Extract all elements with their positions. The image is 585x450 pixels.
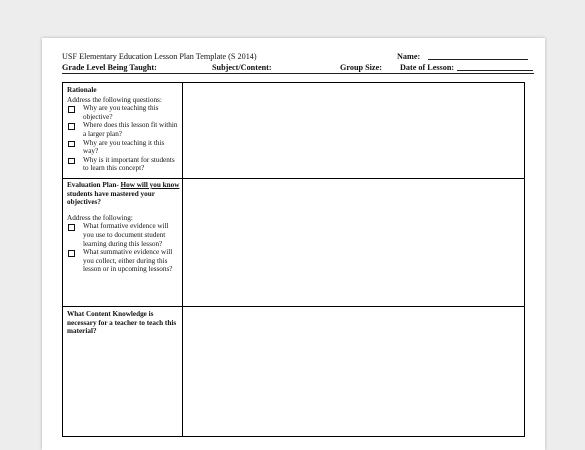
rationale-heading: Rationale [67,86,97,94]
evaluation-cell [67,181,180,274]
rationale-question: Why is it important for students to learn this concept? [67,156,180,173]
name-label: Name: [397,52,421,61]
rationale-question: Where does this lesson fit within a larger plan? [67,121,180,138]
checkbox-icon [68,250,75,257]
date-blank-line [457,70,533,71]
grade-level-label: Grade Level Being Taught: [62,63,157,72]
date-of-lesson-label: Date of Lesson: [400,63,455,72]
lesson-plan-table [62,82,525,437]
checkbox-icon [68,106,75,113]
evaluation-intro: Address the following: [67,213,133,222]
evaluation-question: What formative evidence will you use to document student learning during this lesson? [67,222,180,248]
header-rule [62,73,534,74]
checkbox-icon [68,123,75,130]
evaluation-heading-underlined: How will you know [120,181,180,189]
evaluation-question: What summative evidence will you collect, either during this lesson or in upcoming lessons? [67,248,180,274]
group-size-label: Group Size: [340,63,382,72]
content-knowledge-cell [67,310,180,336]
evaluation-heading: Evaluation Plan- How will you know students have mastered your objectives? [67,181,180,207]
checkbox-icon [68,158,75,165]
row-divider-1 [63,178,524,179]
document-title: USF Elementary Education Lesson Plan Template (S 2014) [62,52,257,61]
rationale-question: Why are you teaching it this way? [67,139,180,156]
checkbox-icon [68,224,75,231]
subject-content-label: Subject/Content: [212,63,272,72]
rationale-cell [67,86,180,173]
rationale-question: Why are you teaching this objective? [67,104,180,121]
content-knowledge-heading: What Content Knowledge is necessary for a teacher to teach this material? [67,310,177,336]
rationale-intro: Address the following questions: [67,95,162,104]
column-divider [182,83,183,436]
document-header [62,51,532,77]
row-divider-2 [63,306,524,307]
checkbox-icon [68,141,75,148]
name-blank-line [428,59,528,60]
document-page [42,38,545,450]
